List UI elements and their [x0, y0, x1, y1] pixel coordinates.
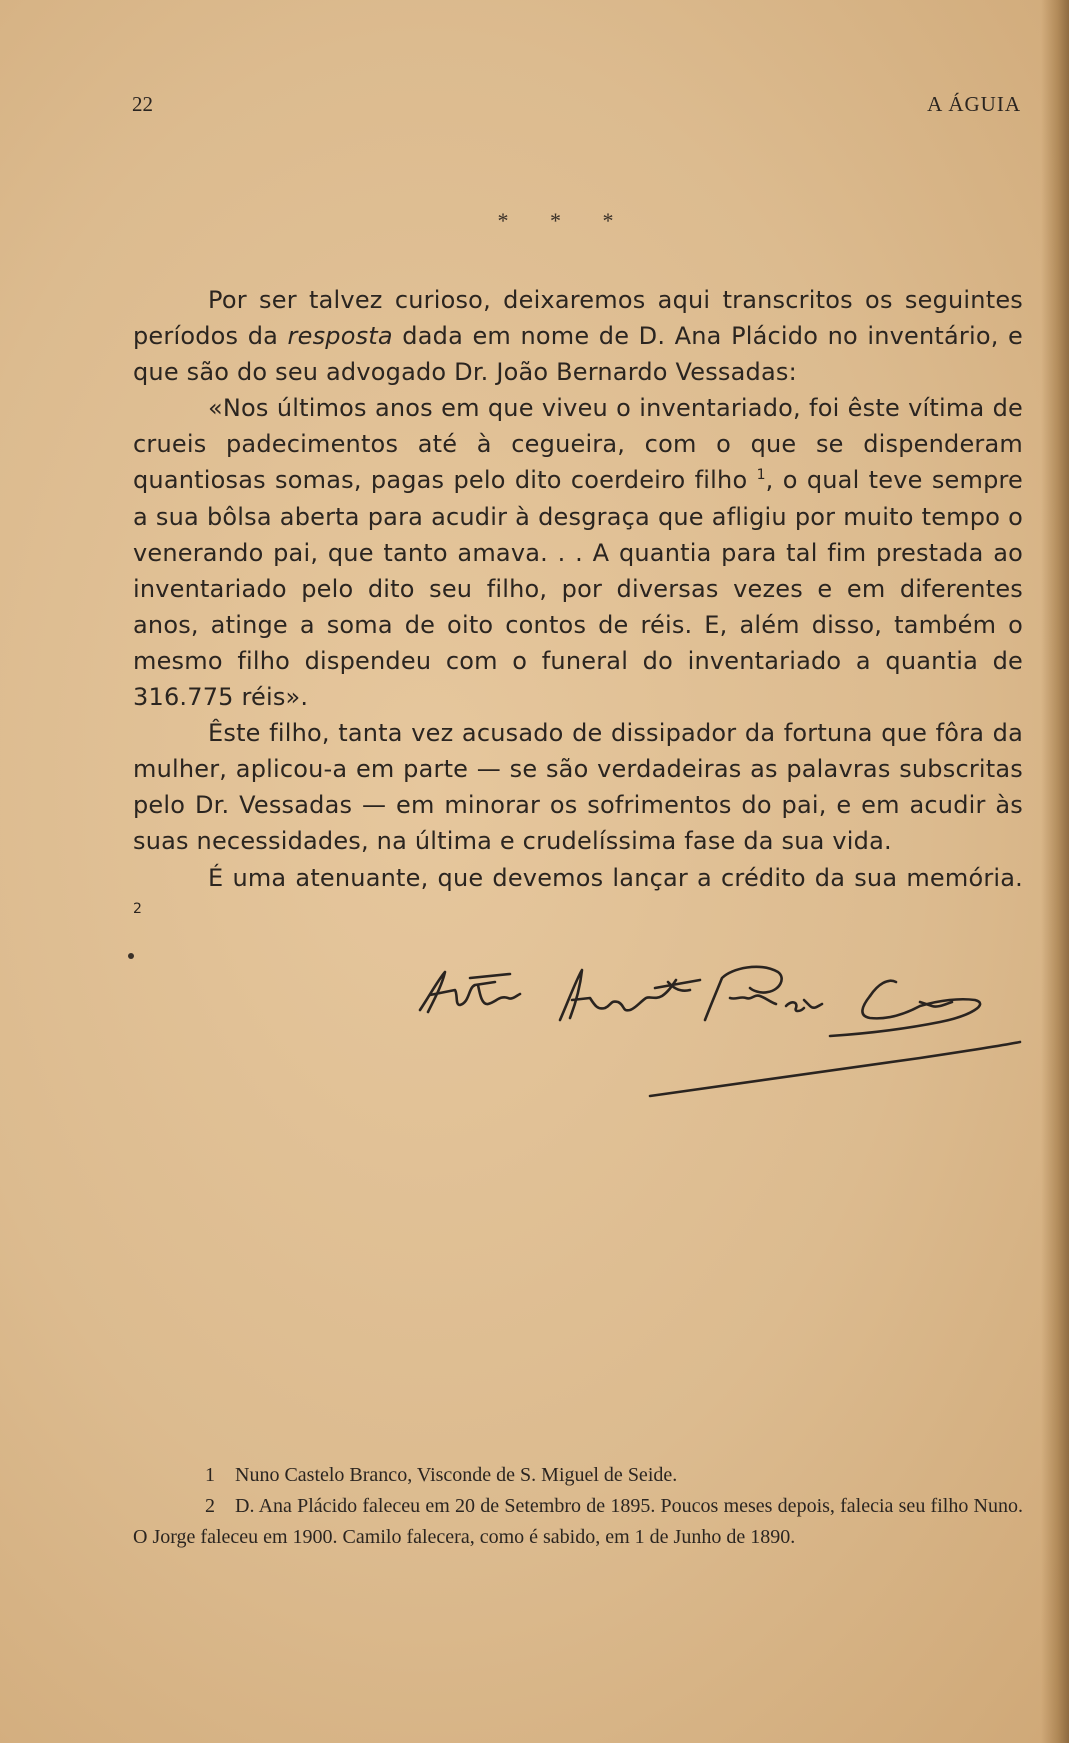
ink-dot	[128, 953, 134, 959]
main-text	[133, 282, 1023, 932]
handwritten-signature	[400, 960, 1040, 1130]
footnote: 1 Nuno Castelo Branco, Visconde de S. Miguel de Seide.	[133, 1460, 1023, 1491]
footnote-reference: 2	[133, 900, 143, 917]
footnote: 2 D. Ana Plácido faleceu em 20 de Setembro de 1895. Poucos meses depois, falecia seu filho Nuno. O Jorge faleceu em 1900. Camilo falecera, como é sabido, em 1 de Junho de 1890.	[133, 1491, 1023, 1553]
footnote-marker: 1	[205, 1464, 215, 1486]
emphasis: resposta	[287, 322, 393, 351]
running-title: A ÁGUIA	[927, 92, 1021, 116]
footnote-marker: 2	[205, 1495, 215, 1517]
footnotes	[133, 1460, 1023, 1553]
page-edge-shadow	[1041, 0, 1069, 1743]
paragraph: É uma atenuante, que devemos lançar a crédito da sua memória. $^2$	[133, 863, 1023, 917]
paragraph: Por ser talvez curioso, deixaremos aqui transcritos os seguintes períodos da resposta dada em nome de D. Ana Plácido no inventário, e que são do seu advogado Dr. João Bernardo Vessadas:	[133, 286, 1023, 387]
paragraph: Êste filho, tanta vez acusado de dissipador da fortuna que fôra da mulher, aplicou-a em parte — se são verdadeiras as palavras subscritas pelo Dr. Vessadas — em minorar os sofrimentos do pai, e em acudir às suas necessidades, na última e crudelíssima fase da sua vida.	[133, 719, 1023, 856]
section-separator: * * *	[497, 208, 632, 233]
page-number: 22	[132, 92, 153, 116]
footnote-reference: 1	[756, 467, 766, 484]
page-header	[132, 92, 1021, 122]
quoted-paragraph: «Nos últimos anos em que viveu o inventariado, foi êste vítima de crueis padecimentos até à cegueira, com o que se dispenderam quantiosas somas, pagas pelo dito coerdeiro filho $^1$, o qual teve sempre a sua bôlsa aberta para acudir à desgraça que afligiu por muito tempo o venerando pai, que tanto amava. . . A quantia para tal fim prestada ao inventariado pelo dito seu filho, por diversas vezes e em diferentes anos, atinge a soma de oito contos de réis. E, além disso, também o mesmo filho dispendeu com o funeral do inventariado a quantia de 316.775 réis».	[133, 394, 1024, 712]
